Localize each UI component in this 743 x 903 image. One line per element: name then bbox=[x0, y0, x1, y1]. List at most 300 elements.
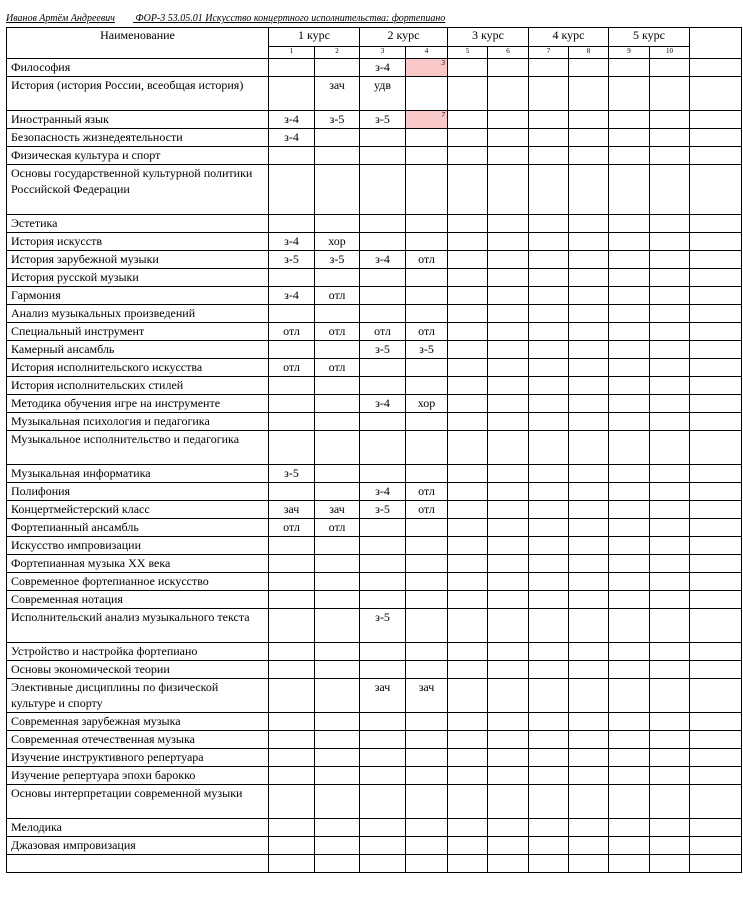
grade-cell bbox=[360, 413, 406, 431]
grade-cell bbox=[406, 591, 448, 609]
grade-cell bbox=[569, 395, 609, 413]
grade-value: з-5 bbox=[375, 342, 390, 356]
grade-cell bbox=[360, 165, 406, 215]
extra-cell bbox=[690, 215, 742, 233]
extra-cell bbox=[690, 555, 742, 573]
grade-cell bbox=[650, 573, 690, 591]
grade-cell bbox=[529, 837, 569, 855]
grade-cell bbox=[360, 465, 406, 483]
grade-cell bbox=[448, 413, 488, 431]
extra-cell bbox=[690, 591, 742, 609]
grade-cell bbox=[315, 395, 360, 413]
grade-cell bbox=[269, 713, 315, 731]
document-header bbox=[6, 13, 463, 24]
extra-cell bbox=[690, 359, 742, 377]
subject-row bbox=[7, 341, 742, 359]
grade-cell bbox=[529, 413, 569, 431]
grade-cell bbox=[360, 767, 406, 785]
grade-value: зач bbox=[374, 680, 391, 694]
grade-cell bbox=[488, 483, 529, 501]
subject-name: Физическая культура и спорт bbox=[7, 147, 269, 165]
subject-row bbox=[7, 483, 742, 501]
subject-name: Концертмейстерский класс bbox=[7, 501, 269, 519]
grade-cell bbox=[529, 215, 569, 233]
grade-cell bbox=[269, 165, 315, 215]
extra-cell bbox=[690, 573, 742, 591]
course-header: 1 курс bbox=[269, 28, 360, 47]
grade-cell bbox=[529, 251, 569, 269]
grade-cell bbox=[650, 679, 690, 713]
grade-cell bbox=[406, 855, 448, 873]
grade-cell bbox=[406, 767, 448, 785]
grade-cell bbox=[406, 323, 448, 341]
extra-cell bbox=[690, 323, 742, 341]
grades-body bbox=[7, 59, 742, 873]
grade-cell bbox=[448, 59, 488, 77]
grade-cell bbox=[360, 643, 406, 661]
student-name: Иванов Артём Андреевич bbox=[6, 13, 115, 24]
grade-cell bbox=[569, 305, 609, 323]
grade-value: з-5 bbox=[284, 252, 299, 266]
extra-cell bbox=[690, 749, 742, 767]
subject-name: Исполнительский анализ музыкального текста bbox=[7, 609, 269, 643]
subject-row bbox=[7, 215, 742, 233]
subject-name: Основы государственной культурной политики Российской Федерации bbox=[7, 165, 269, 215]
grade-cell bbox=[406, 713, 448, 731]
grade-cell bbox=[488, 537, 529, 555]
grade-cell bbox=[406, 377, 448, 395]
grade-cell bbox=[269, 413, 315, 431]
grade-cell bbox=[609, 377, 650, 395]
grade-cell bbox=[448, 251, 488, 269]
grade-cell bbox=[448, 679, 488, 713]
subject-name: Гармония bbox=[7, 287, 269, 305]
grade-cell bbox=[569, 111, 609, 129]
grade-cell bbox=[315, 77, 360, 111]
subject-name: Иностранный язык bbox=[7, 111, 269, 129]
grade-cell bbox=[448, 483, 488, 501]
grade-cell bbox=[529, 431, 569, 465]
grade-cell bbox=[529, 323, 569, 341]
grade-cell bbox=[609, 341, 650, 359]
extra-cell bbox=[690, 165, 742, 215]
extra-cell bbox=[690, 609, 742, 643]
grade-cell bbox=[315, 483, 360, 501]
grade-cell bbox=[609, 731, 650, 749]
grade-value: отл bbox=[418, 324, 435, 338]
grade-cell bbox=[609, 537, 650, 555]
grade-cell bbox=[529, 555, 569, 573]
grade-value: з-5 bbox=[375, 112, 390, 126]
grade-cell bbox=[269, 819, 315, 837]
subject-name: История исполнительских стилей bbox=[7, 377, 269, 395]
semester-header: 2 bbox=[315, 47, 360, 59]
grade-cell bbox=[488, 395, 529, 413]
grade-cell bbox=[650, 749, 690, 767]
subject-row bbox=[7, 643, 742, 661]
grade-cell bbox=[488, 165, 529, 215]
grade-cell bbox=[529, 77, 569, 111]
grade-cell bbox=[360, 147, 406, 165]
grade-cell bbox=[569, 767, 609, 785]
grade-cell bbox=[609, 555, 650, 573]
grade-cell bbox=[488, 287, 529, 305]
grade-cell bbox=[650, 323, 690, 341]
grade-cell bbox=[569, 749, 609, 767]
subject-row bbox=[7, 359, 742, 377]
grade-cell bbox=[488, 323, 529, 341]
grade-cell bbox=[529, 519, 569, 537]
grade-cell bbox=[569, 413, 609, 431]
grade-cell bbox=[609, 679, 650, 713]
grade-cell bbox=[448, 519, 488, 537]
grade-cell bbox=[269, 59, 315, 77]
subject-row bbox=[7, 395, 742, 413]
grade-cell bbox=[529, 147, 569, 165]
grade-cell bbox=[315, 643, 360, 661]
grade-cell bbox=[406, 519, 448, 537]
grade-cell bbox=[488, 609, 529, 643]
grade-value: з-4 bbox=[284, 130, 299, 144]
subject-name: История (история России, всеобщая история) bbox=[7, 77, 269, 111]
grade-cell bbox=[529, 341, 569, 359]
grade-value: з-5 bbox=[375, 502, 390, 516]
course-header: 2 курс bbox=[360, 28, 448, 47]
grade-cell bbox=[360, 573, 406, 591]
grade-cell bbox=[360, 679, 406, 713]
grade-cell bbox=[406, 215, 448, 233]
grades-table bbox=[6, 27, 742, 873]
subject-name: Музыкальное исполнительство и педагогика bbox=[7, 431, 269, 465]
subject-name: Основы экономической теории bbox=[7, 661, 269, 679]
grade-value: отл bbox=[328, 288, 346, 302]
grade-cell bbox=[650, 251, 690, 269]
grade-cell bbox=[609, 431, 650, 465]
subject-name: Камерный ансамбль bbox=[7, 341, 269, 359]
grade-cell bbox=[406, 555, 448, 573]
grade-cell bbox=[448, 465, 488, 483]
extra-cell bbox=[690, 413, 742, 431]
grade-cell bbox=[360, 749, 406, 767]
grade-cell bbox=[360, 359, 406, 377]
grade-cell bbox=[569, 819, 609, 837]
grade-cell bbox=[406, 537, 448, 555]
grade-cell bbox=[609, 819, 650, 837]
grade-cell bbox=[269, 519, 315, 537]
grade-cell bbox=[569, 679, 609, 713]
grade-value: отл bbox=[374, 324, 391, 338]
extra-cell bbox=[690, 287, 742, 305]
extra-cell bbox=[690, 147, 742, 165]
grade-value: зач bbox=[283, 502, 300, 516]
grade-value: удв bbox=[373, 78, 391, 92]
grade-cell bbox=[529, 501, 569, 519]
subject-name: Искусство импровизации bbox=[7, 537, 269, 555]
grade-cell bbox=[569, 251, 609, 269]
grade-cell bbox=[406, 165, 448, 215]
extra-cell bbox=[690, 377, 742, 395]
subject-row bbox=[7, 147, 742, 165]
grade-cell bbox=[406, 129, 448, 147]
subject-row bbox=[7, 749, 742, 767]
grade-cell bbox=[360, 537, 406, 555]
grade-cell bbox=[315, 287, 360, 305]
grade-cell bbox=[448, 431, 488, 465]
grade-cell bbox=[448, 359, 488, 377]
grade-cell bbox=[269, 731, 315, 749]
grade-cell bbox=[315, 555, 360, 573]
grade-cell bbox=[315, 431, 360, 465]
course-header: 4 курс bbox=[529, 28, 609, 47]
grade-value: з-5 bbox=[375, 610, 390, 624]
grade-cell bbox=[269, 323, 315, 341]
grade-cell bbox=[569, 573, 609, 591]
grade-cell bbox=[488, 377, 529, 395]
grade-cell bbox=[650, 483, 690, 501]
extra-cell bbox=[690, 643, 742, 661]
grade-cell bbox=[609, 147, 650, 165]
grade-cell bbox=[315, 731, 360, 749]
grade-cell bbox=[529, 749, 569, 767]
grade-cell bbox=[609, 501, 650, 519]
grade-cell bbox=[609, 767, 650, 785]
grade-value: зач bbox=[418, 680, 435, 694]
grade-cell bbox=[406, 59, 448, 77]
subject-row bbox=[7, 465, 742, 483]
grade-cell bbox=[406, 287, 448, 305]
grade-cell bbox=[448, 341, 488, 359]
grade-cell bbox=[315, 767, 360, 785]
grade-cell bbox=[488, 785, 529, 819]
grade-cell bbox=[269, 287, 315, 305]
grade-cell bbox=[406, 501, 448, 519]
grade-cell bbox=[569, 165, 609, 215]
grade-value: з-4 bbox=[284, 234, 299, 248]
grade-cell bbox=[650, 837, 690, 855]
grade-cell bbox=[406, 233, 448, 251]
grade-cell bbox=[650, 661, 690, 679]
grade-cell bbox=[650, 713, 690, 731]
grade-value: отл bbox=[283, 324, 300, 338]
grade-cell bbox=[488, 519, 529, 537]
extra-cell bbox=[690, 819, 742, 837]
grade-cell bbox=[269, 269, 315, 287]
grade-cell bbox=[448, 377, 488, 395]
grade-value: отл bbox=[418, 484, 435, 498]
grade-value: отл bbox=[418, 502, 435, 516]
grade-cell bbox=[609, 573, 650, 591]
subject-name: Специальный инструмент bbox=[7, 323, 269, 341]
grade-cell bbox=[448, 573, 488, 591]
grade-cell bbox=[269, 609, 315, 643]
grade-cell bbox=[569, 233, 609, 251]
grade-cell bbox=[406, 661, 448, 679]
grade-cell bbox=[609, 215, 650, 233]
grade-cell bbox=[406, 305, 448, 323]
grade-cell bbox=[488, 855, 529, 873]
grade-cell bbox=[569, 643, 609, 661]
grade-cell bbox=[406, 573, 448, 591]
grade-cell bbox=[315, 251, 360, 269]
grade-cell bbox=[609, 713, 650, 731]
subject-row bbox=[7, 519, 742, 537]
grade-cell bbox=[269, 661, 315, 679]
grade-cell bbox=[315, 305, 360, 323]
subject-name: Устройство и настройка фортепиано bbox=[7, 643, 269, 661]
subject-row bbox=[7, 413, 742, 431]
grade-cell bbox=[269, 147, 315, 165]
grade-cell bbox=[529, 465, 569, 483]
grade-cell bbox=[315, 819, 360, 837]
grade-cell bbox=[650, 609, 690, 643]
grade-cell bbox=[488, 661, 529, 679]
extra-cell bbox=[690, 785, 742, 819]
grade-cell bbox=[529, 269, 569, 287]
grade-cell bbox=[529, 165, 569, 215]
grade-cell bbox=[360, 785, 406, 819]
grade-cell bbox=[315, 465, 360, 483]
grade-cell bbox=[650, 767, 690, 785]
grade-cell bbox=[609, 591, 650, 609]
grade-cell bbox=[609, 359, 650, 377]
grade-cell bbox=[529, 287, 569, 305]
grade-cell bbox=[488, 465, 529, 483]
grade-cell bbox=[609, 837, 650, 855]
grade-cell bbox=[315, 785, 360, 819]
grade-cell bbox=[269, 233, 315, 251]
grade-cell bbox=[569, 129, 609, 147]
grade-cell bbox=[609, 395, 650, 413]
grade-cell bbox=[315, 837, 360, 855]
subject-row bbox=[7, 323, 742, 341]
grade-value: отл bbox=[328, 520, 346, 534]
extra-cell bbox=[690, 679, 742, 713]
grade-cell bbox=[650, 77, 690, 111]
extra-cell bbox=[690, 59, 742, 77]
grade-cell bbox=[650, 395, 690, 413]
extra-cell bbox=[690, 111, 742, 129]
grade-cell bbox=[360, 341, 406, 359]
grade-cell bbox=[269, 377, 315, 395]
grade-cell bbox=[488, 431, 529, 465]
grade-cell bbox=[569, 731, 609, 749]
grade-cell bbox=[360, 837, 406, 855]
grade-cell bbox=[529, 573, 569, 591]
subject-name: Современная зарубежная музыка bbox=[7, 713, 269, 731]
grade-cell bbox=[360, 609, 406, 643]
grade-cell bbox=[569, 609, 609, 643]
grade-cell bbox=[488, 305, 529, 323]
subject-name: Изучение инструктивного репертуара bbox=[7, 749, 269, 767]
subject-row bbox=[7, 59, 742, 77]
grade-cell bbox=[609, 287, 650, 305]
grade-cell bbox=[315, 501, 360, 519]
grade-cell bbox=[448, 165, 488, 215]
grade-cell bbox=[488, 819, 529, 837]
grade-cell bbox=[488, 341, 529, 359]
subject-row bbox=[7, 251, 742, 269]
grade-cell bbox=[406, 837, 448, 855]
grade-cell bbox=[529, 679, 569, 713]
grade-cell bbox=[448, 305, 488, 323]
grade-cell bbox=[406, 785, 448, 819]
semester-header: 4 bbox=[406, 47, 448, 59]
grade-cell bbox=[650, 591, 690, 609]
semester-header: 10 bbox=[650, 47, 690, 59]
grade-cell bbox=[406, 643, 448, 661]
subject-name: Джазовая импровизация bbox=[7, 837, 269, 855]
subject-name: Философия bbox=[7, 59, 269, 77]
grade-cell bbox=[569, 537, 609, 555]
grade-cell bbox=[609, 855, 650, 873]
grade-cell bbox=[529, 377, 569, 395]
grade-cell bbox=[269, 537, 315, 555]
extra-cell bbox=[690, 519, 742, 537]
grade-cell bbox=[529, 661, 569, 679]
grade-cell bbox=[315, 573, 360, 591]
grade-cell bbox=[488, 359, 529, 377]
grade-cell bbox=[569, 215, 609, 233]
grade-cell bbox=[650, 269, 690, 287]
grade-value: з-4 bbox=[375, 60, 390, 74]
subject-row bbox=[7, 377, 742, 395]
grade-cell bbox=[360, 819, 406, 837]
grade-cell bbox=[650, 431, 690, 465]
grade-cell bbox=[569, 431, 609, 465]
grade-cell bbox=[529, 591, 569, 609]
grade-cell bbox=[360, 305, 406, 323]
grade-cell bbox=[269, 215, 315, 233]
grade-cell bbox=[360, 713, 406, 731]
grade-cell bbox=[650, 643, 690, 661]
grade-value: отл bbox=[283, 520, 300, 534]
grade-cell bbox=[650, 413, 690, 431]
grade-cell bbox=[650, 819, 690, 837]
grade-cell bbox=[650, 341, 690, 359]
subject-row bbox=[7, 679, 742, 713]
course-header: 3 курс bbox=[448, 28, 529, 47]
grade-cell bbox=[360, 555, 406, 573]
grade-cell bbox=[650, 555, 690, 573]
subject-name: Полифония bbox=[7, 483, 269, 501]
grade-cell bbox=[269, 305, 315, 323]
subject-name: История искусств bbox=[7, 233, 269, 251]
grade-cell bbox=[529, 129, 569, 147]
subject-name: Безопасность жизнедеятельности bbox=[7, 129, 269, 147]
semester-header: 5 bbox=[448, 47, 488, 59]
subject-name: Методика обучения игре на инструменте bbox=[7, 395, 269, 413]
extra-cell bbox=[690, 269, 742, 287]
subject-name: Современное фортепианное искусство bbox=[7, 573, 269, 591]
program-title: ФОР-3 53.05.01 Искусство концертного исполнительства: фортепиано bbox=[135, 13, 446, 24]
semester-header: 3 bbox=[360, 47, 406, 59]
grade-cell bbox=[448, 129, 488, 147]
grade-cell bbox=[569, 323, 609, 341]
grade-cell bbox=[448, 785, 488, 819]
grade-cell bbox=[315, 59, 360, 77]
grade-cell bbox=[488, 679, 529, 713]
subject-row bbox=[7, 713, 742, 731]
grade-cell bbox=[406, 609, 448, 643]
grade-cell bbox=[315, 129, 360, 147]
course-header: 5 курс bbox=[609, 28, 690, 47]
grade-cell bbox=[448, 537, 488, 555]
grade-cell bbox=[315, 341, 360, 359]
grade-cell bbox=[448, 501, 488, 519]
grade-cell bbox=[360, 287, 406, 305]
extra-cell bbox=[690, 661, 742, 679]
grade-cell bbox=[529, 643, 569, 661]
